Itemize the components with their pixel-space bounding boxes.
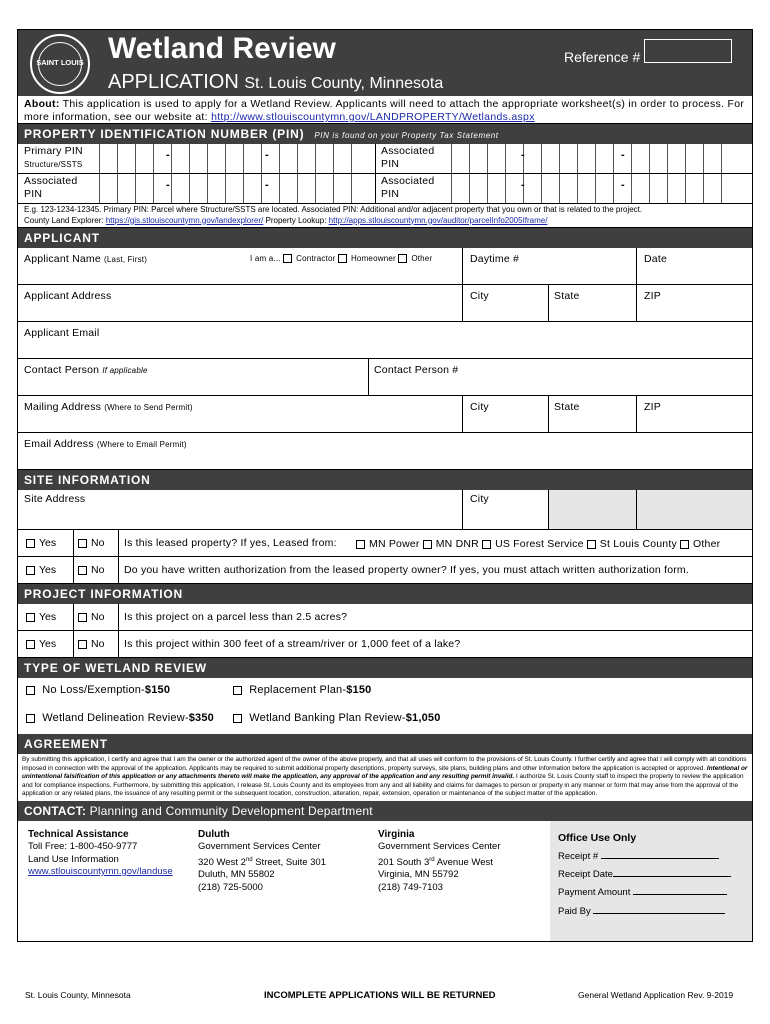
form-header <box>18 30 752 96</box>
stream-yes-checkbox[interactable] <box>26 640 35 649</box>
mailing-address-field[interactable]: Mailing Address (Where to Send Permit) <box>24 401 193 413</box>
homeowner-checkbox[interactable] <box>338 254 347 263</box>
state-field[interactable]: State <box>554 290 580 302</box>
form-title: Wetland Review <box>108 32 336 65</box>
applicant-name-field[interactable]: Applicant Name (Last, First) <box>24 253 148 265</box>
mailing-city-field[interactable]: City <box>470 401 489 413</box>
review-options: No Loss/Exemption-$150 Replacement Plan-$150 Wetland Delineation Review-$350 Wetland Banking Plan Review-$1,050 <box>18 678 752 734</box>
pin-section-header: PROPERTY IDENTIFICATION NUMBER (PIN) PIN is found on your Property Tax Statement <box>18 124 752 144</box>
site-city-field[interactable]: City <box>470 493 489 505</box>
wetland-delineation-checkbox[interactable] <box>26 714 35 723</box>
contact-person-phone-field[interactable]: Contact Person # <box>374 364 459 376</box>
mn-power-checkbox[interactable] <box>356 540 365 549</box>
project-section-header: PROJECT INFORMATION <box>18 584 752 604</box>
mn-dnr-checkbox[interactable] <box>423 540 432 549</box>
email-address-row <box>18 433 752 470</box>
reference-label: Reference # <box>564 49 641 65</box>
county-seal-logo: SAINT LOUIS <box>30 34 90 94</box>
contact-section: Technical Assistance Toll Free: 1-800-450-9777 Land Use Information www.stlouiscountymn.gov/landuse Duluth Government Services Center 320 West 2nd Street, Suite 301 Duluth, MN 55802 (218) 725-5000 Virginia Government Services Center 201 South 3rd Avenue West Virginia, MN 55792 (218) 749-7103 Office Use Only Receipt # Receipt Date Payment Amount Paid By <box>18 821 752 941</box>
contact-person-row <box>18 359 752 396</box>
applicant-address-row <box>18 285 752 322</box>
form-subtitle: APPLICATION St. Louis County, Minnesota <box>108 71 444 93</box>
replacement-plan-checkbox[interactable] <box>233 686 242 695</box>
pin-row-2: Associated PIN - - Associated PIN - - <box>18 174 752 204</box>
parcel-yes-checkbox[interactable] <box>26 613 35 622</box>
stream-no-checkbox[interactable] <box>78 640 87 649</box>
site-address-row <box>18 490 752 530</box>
us-forest-service-checkbox[interactable] <box>482 540 491 549</box>
no-loss-exemption-checkbox[interactable] <box>26 686 35 695</box>
daytime-phone-field[interactable]: Daytime # <box>470 253 520 265</box>
applicant-address-field[interactable]: Applicant Address <box>24 290 112 302</box>
parcel-size-row: Yes No Is this project on a parcel less than 2.5 acres? <box>18 604 752 631</box>
date-field[interactable]: Date <box>644 253 667 265</box>
site-section-header: SITE INFORMATION <box>18 470 752 490</box>
pin-help: E.g. 123-1234-12345. Primary PIN: Parcel where Structure/SSTS are located. Associated PIN: Additional and/or adjacent property that you own or that is related to the project. County Land Explorer: https://gis.stlouiscountymn.gov/landexplorer/ Property Lookup: http://apps.stlouiscountymn.gov/auditor/parcelInfo2005Iframe/ <box>18 204 752 228</box>
permit-email-field[interactable]: Email Address (Where to Email Permit) <box>24 438 187 450</box>
reference-number-field[interactable] <box>644 39 732 63</box>
contractor-checkbox[interactable] <box>283 254 292 263</box>
authorization-yes-checkbox[interactable] <box>26 566 35 575</box>
agreement-section-header: AGREEMENT <box>18 734 752 754</box>
land-use-link[interactable]: www.stlouiscountymn.gov/landuse <box>28 866 173 877</box>
stream-lake-row: Yes No Is this project within 300 feet of a stream/river or 1,000 feet of a lake? <box>18 631 752 658</box>
leased-yes-checkbox[interactable] <box>26 539 35 548</box>
authorization-no-checkbox[interactable] <box>78 566 87 575</box>
footer-center: INCOMPLETE APPLICATIONS WILL BE RETURNED <box>264 990 496 1001</box>
applicant-name-row: Applicant Name (Last, First) I am a... Contractor Homeowner Other Daytime # Date <box>18 248 752 285</box>
review-type-section-header: TYPE OF WETLAND REVIEW <box>18 658 752 678</box>
wetland-review-form <box>17 29 753 942</box>
zip-field[interactable]: ZIP <box>644 290 661 302</box>
mailing-zip-field[interactable]: ZIP <box>644 401 661 413</box>
contact-person-field[interactable]: Contact Person If applicable <box>24 364 148 376</box>
parcel-no-checkbox[interactable] <box>78 613 87 622</box>
applicant-section-header: APPLICANT <box>18 228 752 248</box>
footer-left: St. Louis County, Minnesota <box>25 990 131 1000</box>
other-checkbox[interactable] <box>398 254 407 263</box>
property-lookup-link[interactable]: http://apps.stlouiscountymn.gov/auditor/parcelInfo2005Iframe/ <box>328 215 548 225</box>
contact-section-header: CONTACT: Planning and Community Development Department <box>18 801 752 821</box>
authorization-row: Yes No Do you have written authorization from the leased property owner? If yes, you must attach written authorization form. <box>18 557 752 584</box>
leased-no-checkbox[interactable] <box>78 539 87 548</box>
wetland-banking-checkbox[interactable] <box>233 714 242 723</box>
city-field[interactable]: City <box>470 290 489 302</box>
leased-property-row: Yes No Is this leased property? If yes, Leased from: MN Power MN DNR US Forest Service St Louis County Other <box>18 530 752 557</box>
pin-row-1: Primary PIN Structure/SSTS - - Associated PIN - - <box>18 144 752 174</box>
land-explorer-link[interactable]: https://gis.stlouiscountymn.gov/landexplorer/ <box>105 215 264 225</box>
agreement-text: By submitting this application, I certify and agree that I am the owner or the authorized agent of the owner of the above property, and that all uses will conform to the provisions of St. Louis County. I further certify and agree that I will comply with all conditions imposed in connection with the approval of the application. Applicants may be required to submit additional property descriptions, property surveys, site plans, building plans and other information before the application is accepted or approved. Intentional or unintentional falsification of this application or any attachments thereto will make the application, any approval of the application and any resulting permit invalid. I authorize St. Louis County staff to inspect the property to review the application and for compliance inspections. Furthermore, by submitting this application, I release St. Louis County and its employees from any and all liability and claims for damages to person or property in any manner or form that may arise from the approval of the application or any related plans, the issuance of any resulting permit or the subsequent location, construction, alteration, repair, extension, operation or maintenance of the subject matter of the application. <box>22 756 748 797</box>
mailing-address-row <box>18 396 752 433</box>
applicant-email-field[interactable]: Applicant Email <box>24 327 100 339</box>
footer-right: General Wetland Application Rev. 9-2019 <box>578 990 734 1000</box>
site-address-field[interactable]: Site Address <box>24 493 86 505</box>
applicant-email-row <box>18 322 752 359</box>
wetlands-website-link[interactable]: http://www.stlouiscountymn.gov/LANDPROPERTY/Wetlands.aspx <box>211 111 535 123</box>
mailing-state-field[interactable]: State <box>554 401 580 413</box>
leased-other-checkbox[interactable] <box>680 540 689 549</box>
st-louis-county-checkbox[interactable] <box>587 540 596 549</box>
about-section: About: This application is used to apply for a Wetland Review. Applicants will need to attach the appropriate worksheet(s) in order to process. For more information, see our website at: http://www.stlouiscountymn.gov/LANDPROPERTY/Wetlands.aspx <box>18 96 752 124</box>
